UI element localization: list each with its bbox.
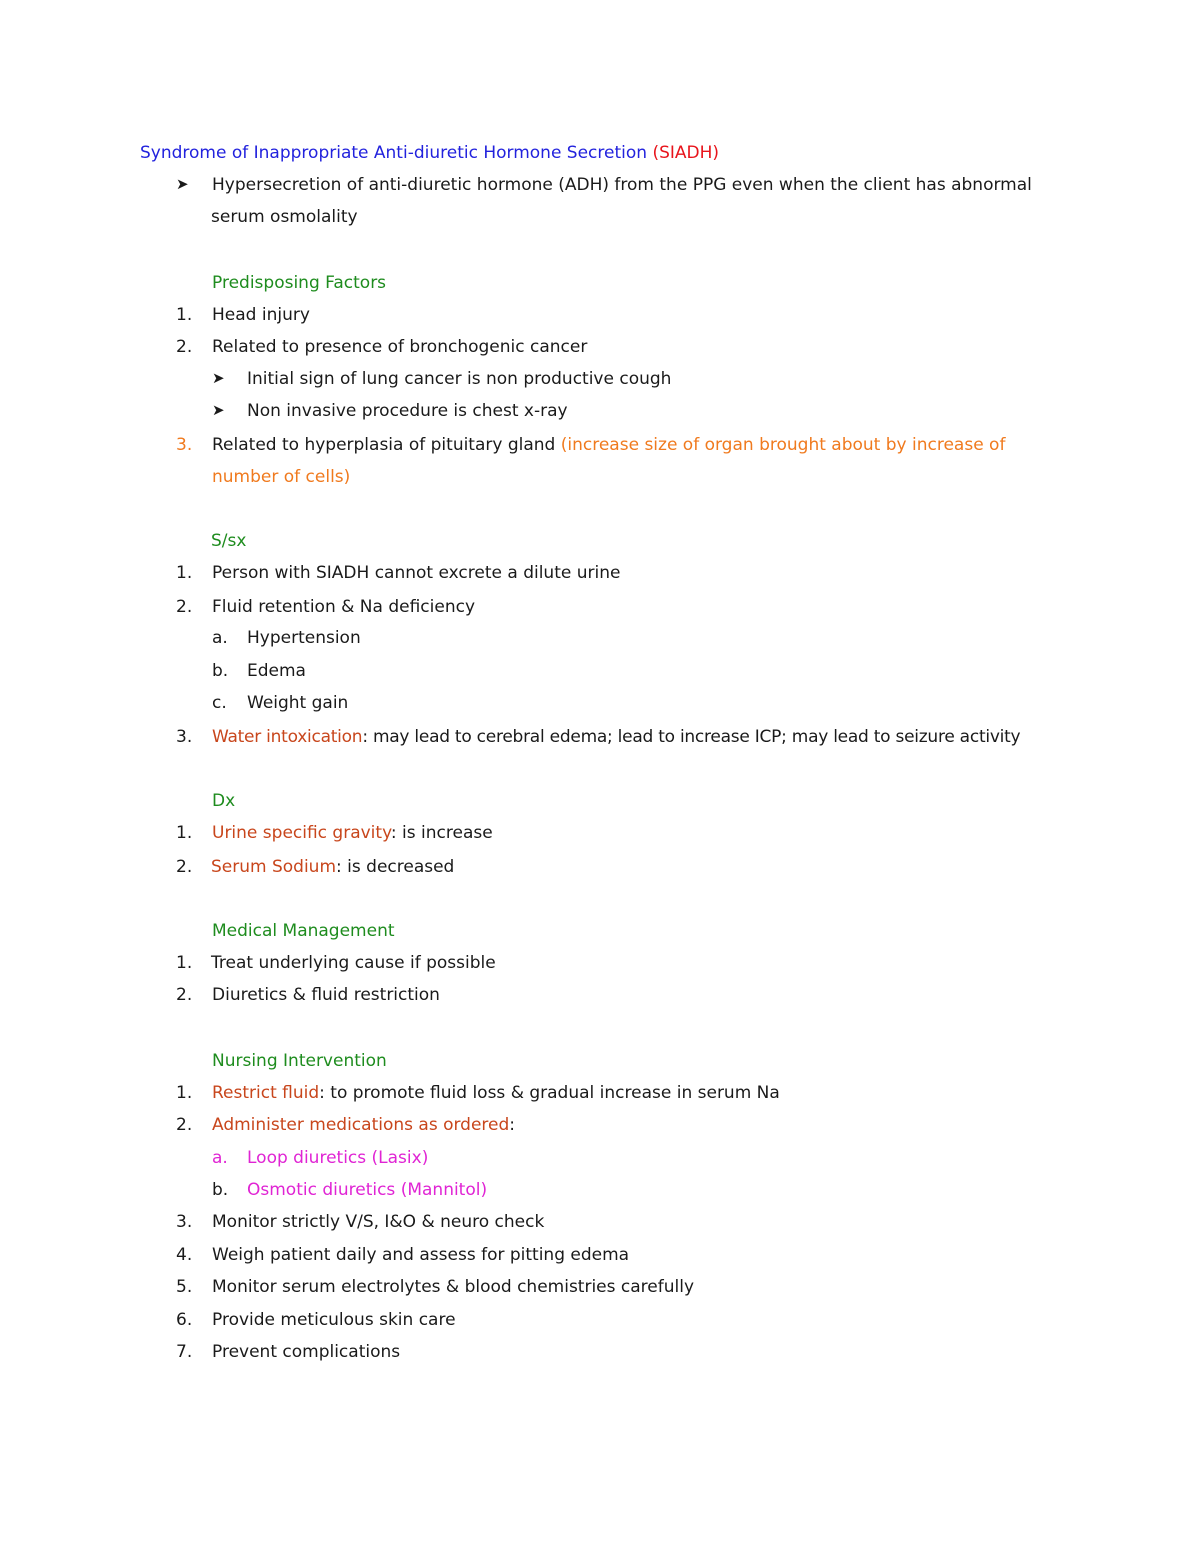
- list-number: 6.: [176, 1310, 193, 1330]
- list-label: Water intoxication: [212, 727, 363, 747]
- sub-list-letter: a.: [212, 628, 228, 648]
- list-text: Prevent complications: [212, 1342, 401, 1362]
- list-number: 2.: [176, 337, 193, 357]
- arrow-bullet-icon: ➤: [176, 175, 189, 193]
- list-text: [212, 823, 493, 843]
- sub-list-text: Weight gain: [247, 693, 349, 713]
- list-number: 2.: [176, 597, 193, 617]
- list-number: 4.: [176, 1245, 193, 1265]
- sub-list-text: Edema: [247, 661, 306, 681]
- list-text-body: : may lead to cerebral edema; lead to increase ICP; may lead to seizure activity: [362, 727, 1021, 747]
- list-text: Monitor serum electrolytes & blood chemistries carefully: [212, 1277, 695, 1297]
- sub-list-letter: a.: [212, 1148, 228, 1168]
- list-number: 3.: [176, 435, 193, 455]
- list-text: [212, 1083, 780, 1103]
- section-heading-dx: Dx: [212, 791, 236, 811]
- document-title: [140, 143, 719, 163]
- title-main: Syndrome of Inappropriate Anti-diuretic Hormone Secretion: [140, 143, 653, 163]
- list-text-body: : is increase: [390, 823, 493, 843]
- list-number: 1.: [176, 1083, 193, 1103]
- title-abbreviation: (SIADH): [652, 143, 720, 163]
- arrow-bullet-icon: ➤: [212, 369, 225, 387]
- sub-list-text: Hypertension: [247, 628, 361, 648]
- section-heading-medical: Medical Management: [212, 921, 395, 941]
- list-text: Monitor strictly V/S, I&O & neuro check: [212, 1212, 545, 1232]
- list-number: 3.: [176, 1212, 193, 1232]
- list-text-body: : to promote fluid loss & gradual increase in serum Na: [319, 1083, 780, 1103]
- arrow-bullet-icon: ➤: [212, 401, 225, 419]
- list-label: Restrict fluid: [212, 1083, 320, 1103]
- list-text: Related to presence of bronchogenic cancer: [212, 337, 588, 357]
- section-heading-nursing: Nursing Intervention: [212, 1051, 387, 1071]
- list-number: 7.: [176, 1342, 193, 1362]
- list-number: 1.: [176, 563, 193, 583]
- list-number: 1.: [176, 305, 193, 325]
- list-number: 2.: [176, 1115, 193, 1135]
- list-text-main: Related to hyperplasia of pituitary gland: [212, 435, 561, 455]
- list-text: Treat underlying cause if possible: [211, 953, 496, 973]
- list-number: 1.: [176, 823, 193, 843]
- sub-list-text: Loop diuretics (Lasix): [247, 1148, 429, 1168]
- list-number: 2.: [176, 857, 193, 877]
- sub-list-text: Osmotic diuretics (Mannitol): [247, 1180, 488, 1200]
- list-label: Urine specific gravity: [212, 823, 391, 843]
- list-text: Provide meticulous skin care: [212, 1310, 456, 1330]
- intro-text-line1: Hypersecretion of anti-diuretic hormone (ADH) from the PPG even when the client has abnormal: [212, 175, 1032, 195]
- list-text-body: : is decreased: [336, 857, 455, 877]
- sub-list-text: Non invasive procedure is chest x-ray: [247, 401, 568, 421]
- section-heading-predisposing: Predisposing Factors: [212, 273, 387, 293]
- list-text: Weigh patient daily and assess for pitting edema: [212, 1245, 630, 1265]
- list-text-note: (increase size of organ brought about by increase of: [560, 435, 1006, 455]
- section-heading-ssx: S/sx: [211, 531, 247, 551]
- list-label: Serum Sodium: [211, 857, 337, 877]
- list-text: Person with SIADH cannot excrete a dilute urine: [212, 563, 621, 583]
- list-text-note-continued: number of cells): [212, 467, 351, 487]
- list-number: 5.: [176, 1277, 193, 1297]
- list-text: [212, 435, 1005, 455]
- list-text: Fluid retention & Na deficiency: [212, 597, 476, 617]
- sub-list-letter: b.: [212, 661, 229, 681]
- sub-list-letter: c.: [212, 693, 227, 713]
- sub-list-text: Initial sign of lung cancer is non productive cough: [247, 369, 672, 389]
- list-text: Diuretics & fluid restriction: [212, 985, 440, 1005]
- list-number: 1.: [176, 953, 193, 973]
- list-label: Administer medications as ordered: [212, 1115, 510, 1135]
- list-text: [212, 727, 1020, 747]
- list-number: 3.: [176, 727, 193, 747]
- list-text: Head injury: [212, 305, 310, 325]
- intro-text-line2: serum osmolality: [211, 207, 358, 227]
- list-number: 2.: [176, 985, 193, 1005]
- list-text: [212, 1115, 515, 1135]
- sub-list-letter: b.: [212, 1180, 229, 1200]
- list-text: [211, 857, 454, 877]
- list-text-body: :: [509, 1115, 516, 1135]
